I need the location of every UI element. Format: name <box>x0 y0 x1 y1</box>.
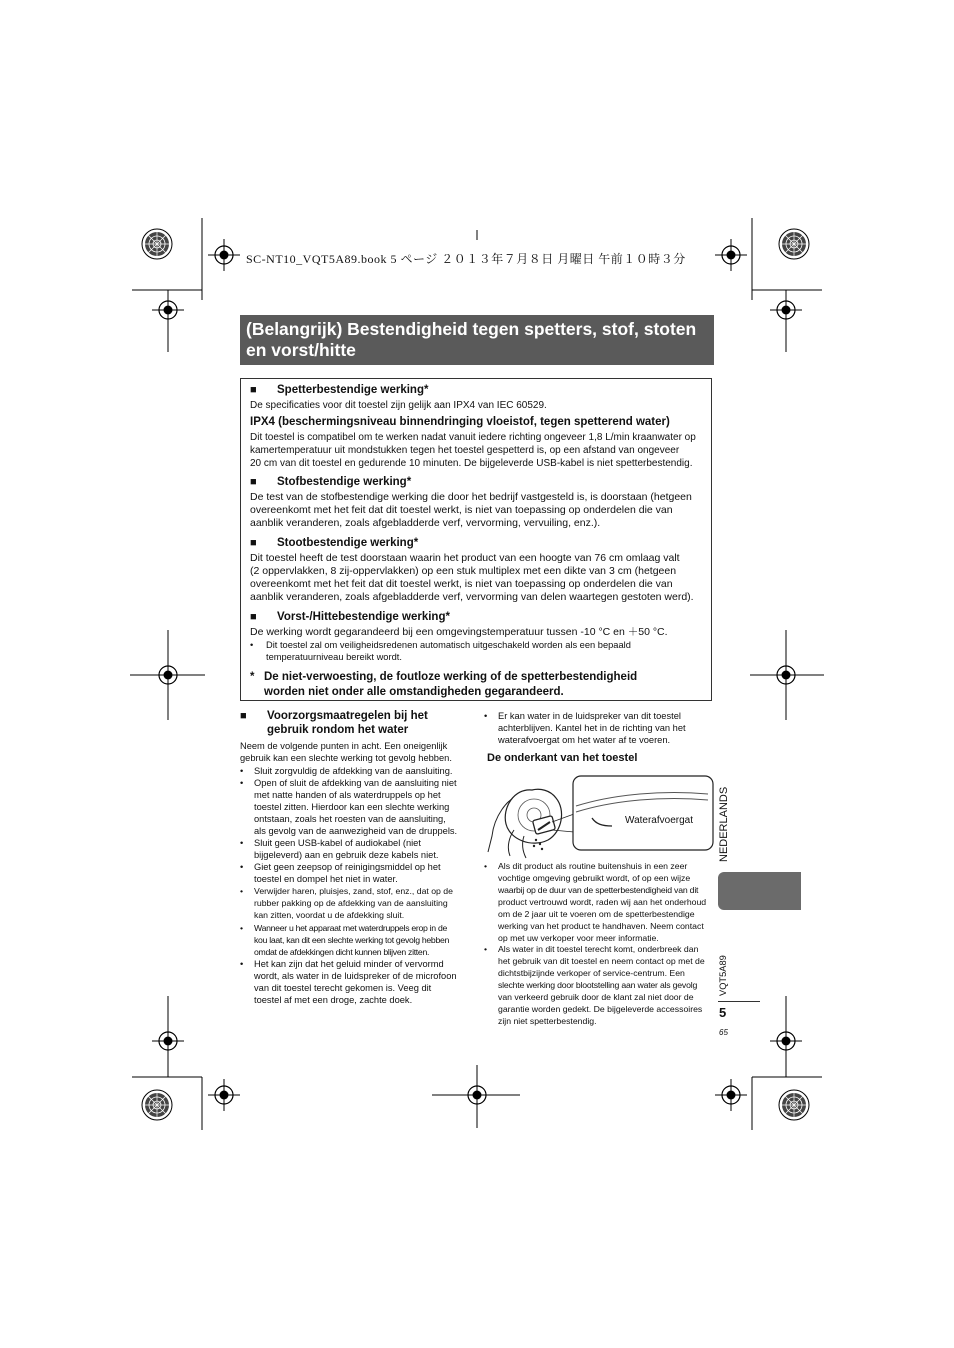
bullet-icon: • <box>240 862 244 872</box>
bullet-icon: • <box>484 711 488 721</box>
square-bullet-icon: ■ <box>250 384 257 396</box>
right-column <box>484 710 716 1030</box>
section-heading: Stootbestendige werking* <box>277 537 419 549</box>
figure-heading: De onderkant van het toestel <box>487 752 638 764</box>
list-item: kan zitten, voordat u de afdekking sluit. <box>254 910 405 920</box>
list-item: van verkeerd gebruik door de klant zal niet door de <box>498 992 694 1002</box>
page-number: 5 <box>719 1005 727 1020</box>
bullet-icon: • <box>240 766 244 776</box>
file-header: SC-NT10_VQT5A89.book 5 ページ ２０１３年７月８日 月曜日 午前１０時３分 <box>246 252 686 266</box>
list-item: Open of sluit de afdekking van de aansluiting niet <box>254 778 457 788</box>
square-bullet-icon: ■ <box>240 710 247 722</box>
footnote-line: worden niet onder alle omstandigheden gegarandeerd. <box>264 686 564 698</box>
bullet-icon: • <box>484 944 488 954</box>
text-line: overeenkomt met het feit dat dit toestel werkt, is niet van toepassing op onderdelen die van <box>250 578 673 590</box>
section-heading: gebruik rondom het water <box>267 724 409 736</box>
text-line: temperatuurniveau bereikt wordt. <box>266 652 402 662</box>
subheading: IPX4 (beschermingsniveau binnendringing vloeistof, tegen spetterend water) <box>250 416 670 428</box>
text-line: aanblik veranderen, zoals afgebladderde verf, vervorming van delen waartegen gestoten werd). <box>250 591 694 603</box>
list-item: Het kan zijn dat het geluid minder of vervormd <box>254 959 444 969</box>
list-item: slechte werking door blootstelling aan water als gevolg <box>498 980 698 990</box>
list-item: werking van het product te handhaven. Neem contact <box>498 921 704 931</box>
list-item: Sluit zorgvuldig de afdekking van de aansluiting. <box>254 766 453 776</box>
doc-code: VQT5A89 <box>718 955 728 996</box>
list-item: omdat de afdekkingen dicht kunnen blijven zitten. <box>254 947 430 957</box>
bullet-icon: • <box>240 778 244 788</box>
title-band <box>240 315 714 365</box>
registration-star-icon <box>142 229 172 259</box>
text-line: De test van de stofbestendige werking die door het bedrijf vastgesteld is, is doorstaan (hetgeen <box>250 491 692 503</box>
footnote-line: De niet-verwoesting, de foutloze werking of de spetterbestendigheid <box>264 671 638 683</box>
registration-target-icon <box>715 239 747 271</box>
list-item: garantie worden gedekt. De bijgeleverde accessoires <box>498 1004 703 1014</box>
registration-star-icon <box>779 229 809 259</box>
list-item: van dit toestel terecht gekomen is. Veeg dit <box>254 983 432 993</box>
text-line: gebruik kan een slechte werking tot gevolg hebben. <box>240 753 452 763</box>
list-item: op met uw verkoper voor meer informatie. <box>498 933 659 943</box>
list-item: zijn niet spetterbestendig. <box>498 1016 597 1026</box>
list-item: Er kan water in de luidspreker van dit toestel <box>498 711 681 721</box>
registration-star-icon <box>779 1090 809 1120</box>
list-item: waarbij op de duur van de spetterbestendigheid van dit <box>498 885 699 895</box>
text-line: Dit toestel is compatibel om te werken nadat vanuit iedere richting ongeveer 1,8 L/min kraanwater op <box>250 432 696 443</box>
square-bullet-icon: ■ <box>250 611 257 623</box>
list-item: het gebruik van dit toestel en neem contact op met de <box>498 956 705 966</box>
list-item: achterblijven. Kantel het in de richting van het <box>498 723 686 733</box>
list-item: Wanneer u het apparaat met waterdruppels erop in de <box>254 923 448 933</box>
section-heading: Stofbestendige werking* <box>277 476 412 488</box>
registration-target-icon <box>208 1079 240 1111</box>
list-item: rubber pakking op de afdekking van de aansluiting <box>254 898 448 908</box>
bullet-icon: • <box>240 838 244 848</box>
list-item: wordt, als water in de luidspreker of de microfoon <box>254 971 457 981</box>
bullet-icon: • <box>250 640 254 650</box>
list-item: toestel en dompel het niet in water. <box>254 874 398 884</box>
list-item: vochtige omgeving gebruikt wordt, of op een wijze <box>498 873 691 883</box>
asterisk-icon: * <box>250 671 255 683</box>
list-item: Sluit geen USB-kabel of audiokabel (niet <box>254 838 421 848</box>
text-line: De werking wordt gegarandeerd bij een omgevingstemperatuur tussen -10 °C en ＋50 °C. <box>250 626 668 638</box>
language-tab <box>718 872 801 910</box>
list-item: Als water in dit toestel terecht komt, onderbreek dan <box>498 944 699 954</box>
list-item: dichtstbijzijnde verkoper of service-centrum. Een <box>498 968 685 978</box>
sub-page-number: 65 <box>719 1028 728 1037</box>
left-column <box>240 710 476 1010</box>
list-item: bijgeleverd) aan en gebruik deze kabels niet. <box>254 850 439 860</box>
list-item: kou laat, kan dit een slechte werking tot gevolg hebben <box>254 935 450 945</box>
list-item: Als dit product als routine buitenshuis in een zeer <box>498 861 688 871</box>
square-bullet-icon: ■ <box>250 537 257 549</box>
list-item: product vertrouwd wordt, raden wij aan het onderhoud <box>498 897 707 907</box>
section-heading: Vorst-/Hittebestendige werking* <box>277 611 450 623</box>
list-item: met natte handen of als waterdruppels op het <box>254 790 441 800</box>
text-line: De specificaties voor dit toestel zijn gelijk aan IPX4 van IEC 60529. <box>250 400 547 411</box>
registration-target-icon <box>715 1079 747 1111</box>
bullet-icon: • <box>484 861 488 871</box>
bullet-icon: • <box>240 886 244 896</box>
list-item: om de 2 jaar uit te voeren om de spetterbestendige <box>498 909 695 919</box>
language-label: NEDERLANDS <box>718 786 730 862</box>
list-item: als gevolg van de aanwezigheid van de druppels. <box>254 826 458 836</box>
list-item: ontstaan, zoals het roesten van de aansluiting, <box>254 814 446 824</box>
text-line: (2 oppervlakken, 8 zij-oppervlakken) op een stuk multiplex met een dikte van 3 cm (hetgeen <box>250 565 677 577</box>
square-bullet-icon: ■ <box>250 476 257 488</box>
list-item: Verwijder haren, pluisjes, zand, stof, enz., dat op de <box>254 886 453 896</box>
text-line: aanblik veranderen, zoals afgebladderde verf, vervorming, vervuiling, enz.). <box>250 517 601 529</box>
text-line: overeenkomt met het feit dat dit toestel werkt, is niet van toepassing op onderdelen die van <box>250 504 673 516</box>
text-line: Dit toestel zal om veiligheidsredenen automatisch uitgeschakeld worden als een bepaald <box>266 640 631 650</box>
page-title: (Belangrijk) Bestendigheid tegen spetters, stof, stoten en vorst/hitte <box>246 319 697 360</box>
list-item: Giet geen zeepsop of reinigingsmiddel op het <box>254 862 441 872</box>
section-heading: Spetterbestendige werking* <box>277 384 429 396</box>
registration-target-icon <box>208 239 240 271</box>
resistance-box <box>240 378 712 701</box>
section-heading: Voorzorgsmaatregelen bij het <box>267 710 428 722</box>
text-line: Dit toestel heeft de test doorstaan waarin het product van een hoogte van 76 cm omlaag valt <box>250 552 680 564</box>
text-line: Neem de volgende punten in acht. Een oneigenlijk <box>240 741 448 751</box>
figure-label: Waterafvoergat <box>625 815 693 826</box>
divider <box>718 1001 760 1002</box>
bullet-icon: • <box>240 923 244 933</box>
list-item: waterafvoergat om het water af te voeren. <box>498 735 671 745</box>
list-item: toestel af met een droge, zachte doek. <box>254 995 413 1005</box>
text-line: kamertemperatuur uit mondstukken tegen het toestel gespetterd is, op een afstand van ongeveer <box>250 445 680 456</box>
bullet-icon: • <box>240 959 244 969</box>
list-item: toestel zitten. Hierdoor kan een slechte werking <box>254 802 450 812</box>
registration-star-icon <box>142 1090 172 1120</box>
text-line: 20 cm van dit toestel en gedurende 10 minuten. De bijgeleverde USB-kabel is niet spetterbestendig. <box>250 458 693 469</box>
